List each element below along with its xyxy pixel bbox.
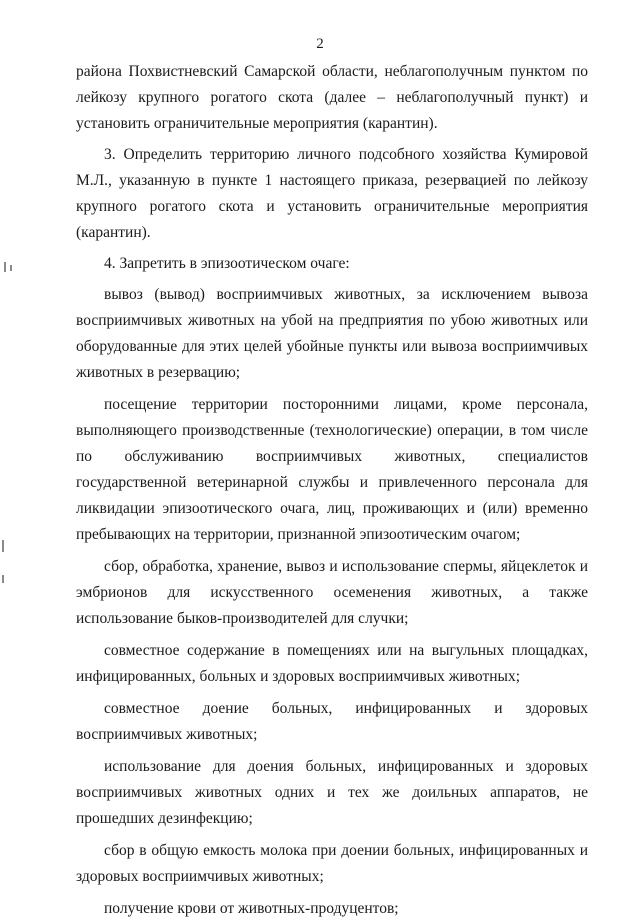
paragraph-prohibition-export: вывоз (вывод) восприимчивых животных, за исключением вывоза восприимчивых животных на убой на предприятия по убою животных или оборудованные для этих целей убойные пункты или вывоза восприимчивых животных в резервацию;	[76, 286, 588, 381]
paragraph-item-3: 3. Определить территорию личного подсобного хозяйства Кумировой М.Л., указанную в пункте 1 настоящего приказа, резервацией по лейкозу крупного рогатого скота и установить ограничительные мероприятия (карантин).	[76, 146, 588, 241]
scan-mark	[4, 262, 6, 272]
scan-mark	[10, 265, 12, 271]
page-number: 2	[316, 36, 324, 52]
scan-mark	[2, 540, 4, 552]
paragraph-item-4: 4. Запретить в эпизоотическом очаге:	[104, 255, 350, 272]
paragraph-prohibition-semen: сбор, обработка, хранение, вывоз и использование спермы, яйцеклеток и эмбрионов для искусственного осеменения животных, а также использование быков-производителей для случки;	[76, 558, 588, 627]
paragraph-continuation: района Похвистневский Самарской области, неблагополучным пунктом по лейкозу крупного рогатого скота (далее – неблагополучный пункт) и установить ограничительные мероприятия (карантин).	[76, 63, 588, 132]
paragraph-prohibition-blood: получение крови от животных-продуцентов;	[104, 900, 399, 917]
scan-mark	[2, 575, 4, 583]
paragraph-prohibition-milk-collection: сбор в общую емкость молока при доении больных, инфицированных и здоровых восприимчивых животных;	[76, 842, 588, 885]
paragraph-prohibition-visits: посещение территории посторонними лицами, кроме персонала, выполняющего производственные (технологические) операции, в том числе по обслуживанию восприимчивых животных, специалистов государственной ветеринарной службы и привлеченного персонала для ликвидации эпизоотического очага, лиц, проживающих и (или) временно пребывающих на территории, признанной эпизоотическим очагом;	[76, 396, 588, 543]
paragraph-prohibition-joint-milking: совместное доение больных, инфицированных и здоровых восприимчивых животных;	[76, 700, 588, 743]
document-body	[76, 59, 588, 922]
paragraph-prohibition-joint-keeping: совместное содержание в помещениях или на выгульных площадках, инфицированных, больных и здоровых восприимчивых животных;	[76, 642, 588, 685]
paragraph-prohibition-milking-apparatus: использование для доения больных, инфицированных и здоровых восприимчивых животных одних и тех же доильных аппаратов, не прошедших дезинфекцию;	[76, 758, 588, 827]
